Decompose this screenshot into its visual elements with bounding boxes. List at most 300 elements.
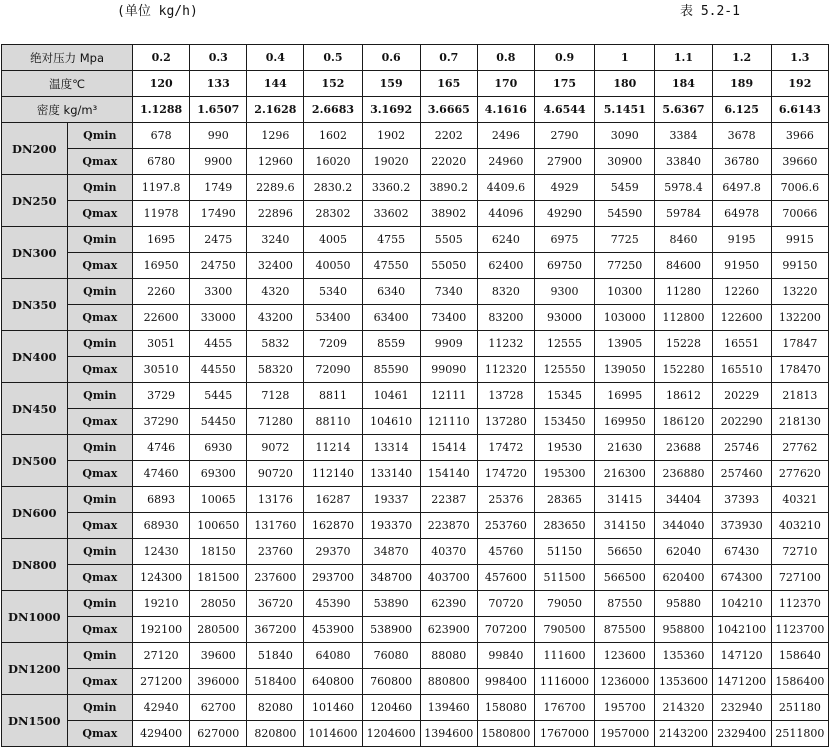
temperature-row-cell: 180 [595, 71, 655, 97]
pressure-row-cell: 0.7 [420, 45, 477, 71]
flow-value-cell: 165510 [712, 357, 771, 383]
table-row [2, 357, 829, 383]
pressure-row-cell: 1 [595, 45, 655, 71]
flow-value-cell: 4929 [534, 175, 594, 201]
unit-note: (单位 kg/h) [117, 4, 198, 19]
flow-value-cell: 7340 [420, 279, 477, 305]
flow-value-cell: 6975 [534, 227, 594, 253]
flow-type-label: Qmin [67, 331, 133, 357]
flow-value-cell: 88080 [420, 643, 477, 669]
flow-value-cell: 348700 [362, 565, 420, 591]
flow-value-cell: 8320 [477, 279, 534, 305]
flow-value-cell: 674300 [712, 565, 771, 591]
flow-value-cell: 2143200 [655, 721, 712, 747]
flow-value-cell: 237600 [247, 565, 304, 591]
density-row-label: 密度 kg/m³ [2, 97, 133, 123]
flow-value-cell: 88110 [304, 409, 362, 435]
table-row [2, 253, 829, 279]
temperature-row-cell: 170 [477, 71, 534, 97]
dn-size-label: DN300 [2, 227, 68, 279]
flow-value-cell: 2260 [133, 279, 190, 305]
flow-value-cell: 45760 [477, 539, 534, 565]
flow-value-cell: 3384 [655, 123, 712, 149]
flow-value-cell: 7006.6 [771, 175, 828, 201]
flow-value-cell: 125550 [534, 357, 594, 383]
flow-value-cell: 33602 [362, 201, 420, 227]
flow-type-label: Qmax [67, 253, 133, 279]
flow-value-cell: 277620 [771, 461, 828, 487]
flow-value-cell: 429400 [133, 721, 190, 747]
flow-value-cell: 9072 [247, 435, 304, 461]
flow-value-cell: 1123700 [771, 617, 828, 643]
flow-type-label: Qmin [67, 123, 133, 149]
flow-value-cell: 820800 [247, 721, 304, 747]
flow-value-cell: 1602 [304, 123, 362, 149]
flow-value-cell: 27762 [771, 435, 828, 461]
flow-value-cell: 38902 [420, 201, 477, 227]
flow-value-cell: 253760 [477, 513, 534, 539]
flow-value-cell: 122600 [712, 305, 771, 331]
flow-value-cell: 9909 [420, 331, 477, 357]
flow-value-cell: 875500 [595, 617, 655, 643]
flow-value-cell: 2329400 [712, 721, 771, 747]
flow-value-cell: 10300 [595, 279, 655, 305]
flow-value-cell: 6930 [190, 435, 247, 461]
temperature-row-cell: 144 [247, 71, 304, 97]
flow-value-cell: 640800 [304, 669, 362, 695]
flow-value-cell: 33840 [655, 149, 712, 175]
flow-value-cell: 135360 [655, 643, 712, 669]
temperature-row-cell: 184 [655, 71, 712, 97]
flow-value-cell: 2830.2 [304, 175, 362, 201]
flow-value-cell: 72710 [771, 539, 828, 565]
flow-value-cell: 34404 [655, 487, 712, 513]
pressure-row-cell: 0.9 [534, 45, 594, 71]
flow-value-cell: 72090 [304, 357, 362, 383]
temperature-row-label: 温度℃ [2, 71, 133, 97]
flow-type-label: Qmax [67, 669, 133, 695]
flow-value-cell: 2790 [534, 123, 594, 149]
table-row [2, 487, 829, 513]
dn-size-label: DN500 [2, 435, 68, 487]
flow-value-cell: 47460 [133, 461, 190, 487]
flow-value-cell: 16995 [595, 383, 655, 409]
flow-value-cell: 457600 [477, 565, 534, 591]
temperature-row-cell: 159 [362, 71, 420, 97]
flow-type-label: Qmax [67, 565, 133, 591]
flow-value-cell: 132200 [771, 305, 828, 331]
flow-value-cell: 10065 [190, 487, 247, 513]
temperature-row-cell: 165 [420, 71, 477, 97]
flow-value-cell: 15345 [534, 383, 594, 409]
flow-value-cell: 1116000 [534, 669, 594, 695]
temperature-row-cell: 120 [133, 71, 190, 97]
flow-value-cell: 43200 [247, 305, 304, 331]
flow-value-cell: 174720 [477, 461, 534, 487]
flow-type-label: Qmin [67, 383, 133, 409]
flow-value-cell: 5340 [304, 279, 362, 305]
flow-value-cell: 8811 [304, 383, 362, 409]
flow-value-cell: 18150 [190, 539, 247, 565]
flow-value-cell: 83200 [477, 305, 534, 331]
pressure-row-cell: 0.8 [477, 45, 534, 71]
flow-value-cell: 70066 [771, 201, 828, 227]
pressure-row-cell: 1.3 [771, 45, 828, 71]
flow-value-cell: 257460 [712, 461, 771, 487]
flow-value-cell: 186120 [655, 409, 712, 435]
flow-value-cell: 99090 [420, 357, 477, 383]
flow-value-cell: 19337 [362, 487, 420, 513]
flow-rate-table [1, 44, 829, 747]
flow-value-cell: 620400 [655, 565, 712, 591]
flow-value-cell: 12260 [712, 279, 771, 305]
flow-value-cell: 1957000 [595, 721, 655, 747]
flow-value-cell: 223870 [420, 513, 477, 539]
flow-value-cell: 99840 [477, 643, 534, 669]
flow-value-cell: 76080 [362, 643, 420, 669]
flow-value-cell: 20229 [712, 383, 771, 409]
flow-value-cell: 958800 [655, 617, 712, 643]
flow-value-cell: 30900 [595, 149, 655, 175]
flow-value-cell: 6340 [362, 279, 420, 305]
flow-value-cell: 123600 [595, 643, 655, 669]
flow-value-cell: 58320 [247, 357, 304, 383]
flow-value-cell: 283650 [534, 513, 594, 539]
flow-value-cell: 5832 [247, 331, 304, 357]
flow-value-cell: 23688 [655, 435, 712, 461]
flow-value-cell: 195300 [534, 461, 594, 487]
flow-value-cell: 193370 [362, 513, 420, 539]
table-row [2, 539, 829, 565]
dn-size-label: DN800 [2, 539, 68, 591]
flow-value-cell: 39600 [190, 643, 247, 669]
flow-value-cell: 280500 [190, 617, 247, 643]
table-row [2, 695, 829, 721]
flow-value-cell: 4755 [362, 227, 420, 253]
flow-value-cell: 176700 [534, 695, 594, 721]
flow-value-cell: 1236000 [595, 669, 655, 695]
flow-value-cell: 7128 [247, 383, 304, 409]
flow-value-cell: 396000 [190, 669, 247, 695]
flow-value-cell: 62700 [190, 695, 247, 721]
flow-type-label: Qmax [67, 721, 133, 747]
flow-value-cell: 85590 [362, 357, 420, 383]
flow-value-cell: 40050 [304, 253, 362, 279]
flow-value-cell: 67430 [712, 539, 771, 565]
flow-value-cell: 12555 [534, 331, 594, 357]
flow-value-cell: 1695 [133, 227, 190, 253]
flow-value-cell: 1014600 [304, 721, 362, 747]
pressure-row-cell: 0.2 [133, 45, 190, 71]
flow-value-cell: 293700 [304, 565, 362, 591]
dn-size-label: DN250 [2, 175, 68, 227]
flow-type-label: Qmax [67, 409, 133, 435]
flow-value-cell: 153450 [534, 409, 594, 435]
flow-value-cell: 64978 [712, 201, 771, 227]
pressure-row-cell: 0.5 [304, 45, 362, 71]
flow-value-cell: 19020 [362, 149, 420, 175]
flow-value-cell: 70720 [477, 591, 534, 617]
flow-value-cell: 19210 [133, 591, 190, 617]
flow-value-cell: 9900 [190, 149, 247, 175]
flow-value-cell: 7209 [304, 331, 362, 357]
flow-value-cell: 22387 [420, 487, 477, 513]
flow-value-cell: 232940 [712, 695, 771, 721]
flow-value-cell: 69750 [534, 253, 594, 279]
flow-value-cell: 13905 [595, 331, 655, 357]
flow-value-cell: 82080 [247, 695, 304, 721]
flow-value-cell: 9300 [534, 279, 594, 305]
table-row [2, 123, 829, 149]
flow-value-cell: 1586400 [771, 669, 828, 695]
flow-value-cell: 162870 [304, 513, 362, 539]
flow-value-cell: 104210 [712, 591, 771, 617]
dn-size-label: DN350 [2, 279, 68, 331]
flow-type-label: Qmin [67, 695, 133, 721]
flow-value-cell: 28302 [304, 201, 362, 227]
table-row [2, 331, 829, 357]
table-number: 表 5.2-1 [680, 4, 740, 19]
flow-type-label: Qmax [67, 617, 133, 643]
flow-value-cell: 124300 [133, 565, 190, 591]
table-row [2, 591, 829, 617]
flow-value-cell: 131760 [247, 513, 304, 539]
flow-value-cell: 71280 [247, 409, 304, 435]
flow-value-cell: 62040 [655, 539, 712, 565]
dn-size-label: DN1200 [2, 643, 68, 695]
flow-value-cell: 9195 [712, 227, 771, 253]
flow-value-cell: 4455 [190, 331, 247, 357]
flow-value-cell: 3090 [595, 123, 655, 149]
flow-value-cell: 99150 [771, 253, 828, 279]
pressure-row-cell: 0.3 [190, 45, 247, 71]
flow-value-cell: 760800 [362, 669, 420, 695]
flow-value-cell: 403700 [420, 565, 477, 591]
flow-value-cell: 13314 [362, 435, 420, 461]
flow-value-cell: 6497.8 [712, 175, 771, 201]
flow-value-cell: 13176 [247, 487, 304, 513]
flow-value-cell: 22896 [247, 201, 304, 227]
flow-value-cell: 28365 [534, 487, 594, 513]
flow-value-cell: 7725 [595, 227, 655, 253]
table-row [2, 669, 829, 695]
flow-value-cell: 4409.6 [477, 175, 534, 201]
flow-value-cell: 101460 [304, 695, 362, 721]
flow-value-cell: 5445 [190, 383, 247, 409]
flow-value-cell: 6893 [133, 487, 190, 513]
flow-value-cell: 120460 [362, 695, 420, 721]
table-row [2, 409, 829, 435]
flow-value-cell: 181500 [190, 565, 247, 591]
flow-value-cell: 79050 [534, 591, 594, 617]
flow-value-cell: 6240 [477, 227, 534, 253]
flow-value-cell: 111600 [534, 643, 594, 669]
flow-value-cell: 100650 [190, 513, 247, 539]
flow-value-cell: 15414 [420, 435, 477, 461]
flow-value-cell: 727100 [771, 565, 828, 591]
flow-value-cell: 40370 [420, 539, 477, 565]
flow-value-cell: 3360.2 [362, 175, 420, 201]
flow-value-cell: 17472 [477, 435, 534, 461]
flow-value-cell: 139460 [420, 695, 477, 721]
flow-value-cell: 158640 [771, 643, 828, 669]
flow-value-cell: 1042100 [712, 617, 771, 643]
flow-value-cell: 112140 [304, 461, 362, 487]
table-row [2, 513, 829, 539]
flow-type-label: Qmin [67, 539, 133, 565]
flow-value-cell: 11232 [477, 331, 534, 357]
table-row [2, 279, 829, 305]
flow-type-label: Qmin [67, 175, 133, 201]
flow-value-cell: 3240 [247, 227, 304, 253]
flow-value-cell: 44550 [190, 357, 247, 383]
flow-type-label: Qmax [67, 513, 133, 539]
flow-type-label: Qmax [67, 305, 133, 331]
flow-value-cell: 707200 [477, 617, 534, 643]
flow-value-cell: 147120 [712, 643, 771, 669]
flow-value-cell: 4320 [247, 279, 304, 305]
flow-value-cell: 24750 [190, 253, 247, 279]
flow-value-cell: 1197.8 [133, 175, 190, 201]
flow-value-cell: 678 [133, 123, 190, 149]
flow-value-cell: 1204600 [362, 721, 420, 747]
flow-value-cell: 5459 [595, 175, 655, 201]
flow-value-cell: 1767000 [534, 721, 594, 747]
flow-value-cell: 27120 [133, 643, 190, 669]
flow-value-cell: 271200 [133, 669, 190, 695]
flow-value-cell: 344040 [655, 513, 712, 539]
flow-value-cell: 2496 [477, 123, 534, 149]
table-row [2, 461, 829, 487]
table-row [2, 201, 829, 227]
temperature-row-cell: 192 [771, 71, 828, 97]
flow-value-cell: 623900 [420, 617, 477, 643]
pressure-row [2, 45, 829, 71]
density-row-cell: 5.1451 [595, 97, 655, 123]
flow-value-cell: 4005 [304, 227, 362, 253]
temperature-row-cell: 152 [304, 71, 362, 97]
table-row [2, 643, 829, 669]
flow-value-cell: 51150 [534, 539, 594, 565]
flow-value-cell: 31415 [595, 487, 655, 513]
flow-value-cell: 59784 [655, 201, 712, 227]
flow-value-cell: 990 [190, 123, 247, 149]
flow-value-cell: 10461 [362, 383, 420, 409]
flow-value-cell: 133140 [362, 461, 420, 487]
flow-type-label: Qmin [67, 435, 133, 461]
pressure-row-label: 绝对压力 Mpa [2, 45, 133, 71]
flow-value-cell: 1353600 [655, 669, 712, 695]
flow-value-cell: 112370 [771, 591, 828, 617]
flow-value-cell: 154140 [420, 461, 477, 487]
flow-value-cell: 47550 [362, 253, 420, 279]
flow-type-label: Qmin [67, 279, 133, 305]
flow-value-cell: 178470 [771, 357, 828, 383]
flow-value-cell: 3890.2 [420, 175, 477, 201]
flow-value-cell: 158080 [477, 695, 534, 721]
flow-value-cell: 13220 [771, 279, 828, 305]
flow-value-cell: 33000 [190, 305, 247, 331]
pressure-row-cell: 0.6 [362, 45, 420, 71]
flow-value-cell: 2202 [420, 123, 477, 149]
flow-value-cell: 27900 [534, 149, 594, 175]
flow-value-cell: 16950 [133, 253, 190, 279]
table-row [2, 175, 829, 201]
flow-value-cell: 112800 [655, 305, 712, 331]
flow-type-label: Qmax [67, 357, 133, 383]
flow-value-cell: 218130 [771, 409, 828, 435]
flow-value-cell: 28050 [190, 591, 247, 617]
flow-value-cell: 192100 [133, 617, 190, 643]
flow-value-cell: 36720 [247, 591, 304, 617]
flow-value-cell: 16551 [712, 331, 771, 357]
flow-value-cell: 1394600 [420, 721, 477, 747]
flow-value-cell: 30510 [133, 357, 190, 383]
flow-value-cell: 1580800 [477, 721, 534, 747]
flow-value-cell: 790500 [534, 617, 594, 643]
flow-value-cell: 12111 [420, 383, 477, 409]
flow-value-cell: 5978.4 [655, 175, 712, 201]
density-row-cell: 6.125 [712, 97, 771, 123]
flow-value-cell: 3678 [712, 123, 771, 149]
flow-value-cell: 169950 [595, 409, 655, 435]
flow-value-cell: 93000 [534, 305, 594, 331]
flow-value-cell: 37393 [712, 487, 771, 513]
flow-value-cell: 121110 [420, 409, 477, 435]
dn-size-label: DN600 [2, 487, 68, 539]
flow-value-cell: 51840 [247, 643, 304, 669]
flow-value-cell: 24960 [477, 149, 534, 175]
pressure-row-cell: 0.4 [247, 45, 304, 71]
flow-value-cell: 17490 [190, 201, 247, 227]
flow-value-cell: 152280 [655, 357, 712, 383]
flow-value-cell: 54450 [190, 409, 247, 435]
flow-value-cell: 511500 [534, 565, 594, 591]
flow-value-cell: 15228 [655, 331, 712, 357]
flow-type-label: Qmax [67, 461, 133, 487]
flow-value-cell: 22600 [133, 305, 190, 331]
flow-value-cell: 21630 [595, 435, 655, 461]
density-row-cell: 2.1628 [247, 97, 304, 123]
flow-value-cell: 367200 [247, 617, 304, 643]
flow-type-label: Qmax [67, 149, 133, 175]
flow-value-cell: 2475 [190, 227, 247, 253]
flow-value-cell: 91950 [712, 253, 771, 279]
flow-value-cell: 195700 [595, 695, 655, 721]
flow-value-cell: 42940 [133, 695, 190, 721]
flow-type-label: Qmax [67, 201, 133, 227]
flow-value-cell: 29370 [304, 539, 362, 565]
flow-value-cell: 137280 [477, 409, 534, 435]
flow-value-cell: 16287 [304, 487, 362, 513]
dn-size-label: DN450 [2, 383, 68, 435]
flow-value-cell: 77250 [595, 253, 655, 279]
flow-value-cell: 566500 [595, 565, 655, 591]
flow-value-cell: 104610 [362, 409, 420, 435]
flow-value-cell: 998400 [477, 669, 534, 695]
dn-size-label: DN1000 [2, 591, 68, 643]
flow-value-cell: 251180 [771, 695, 828, 721]
temperature-row-cell: 175 [534, 71, 594, 97]
flow-value-cell: 3966 [771, 123, 828, 149]
flow-value-cell: 2511800 [771, 721, 828, 747]
flow-value-cell: 68930 [133, 513, 190, 539]
flow-value-cell: 6780 [133, 149, 190, 175]
flow-value-cell: 3729 [133, 383, 190, 409]
flow-value-cell: 21813 [771, 383, 828, 409]
flow-value-cell: 34870 [362, 539, 420, 565]
table-row [2, 565, 829, 591]
